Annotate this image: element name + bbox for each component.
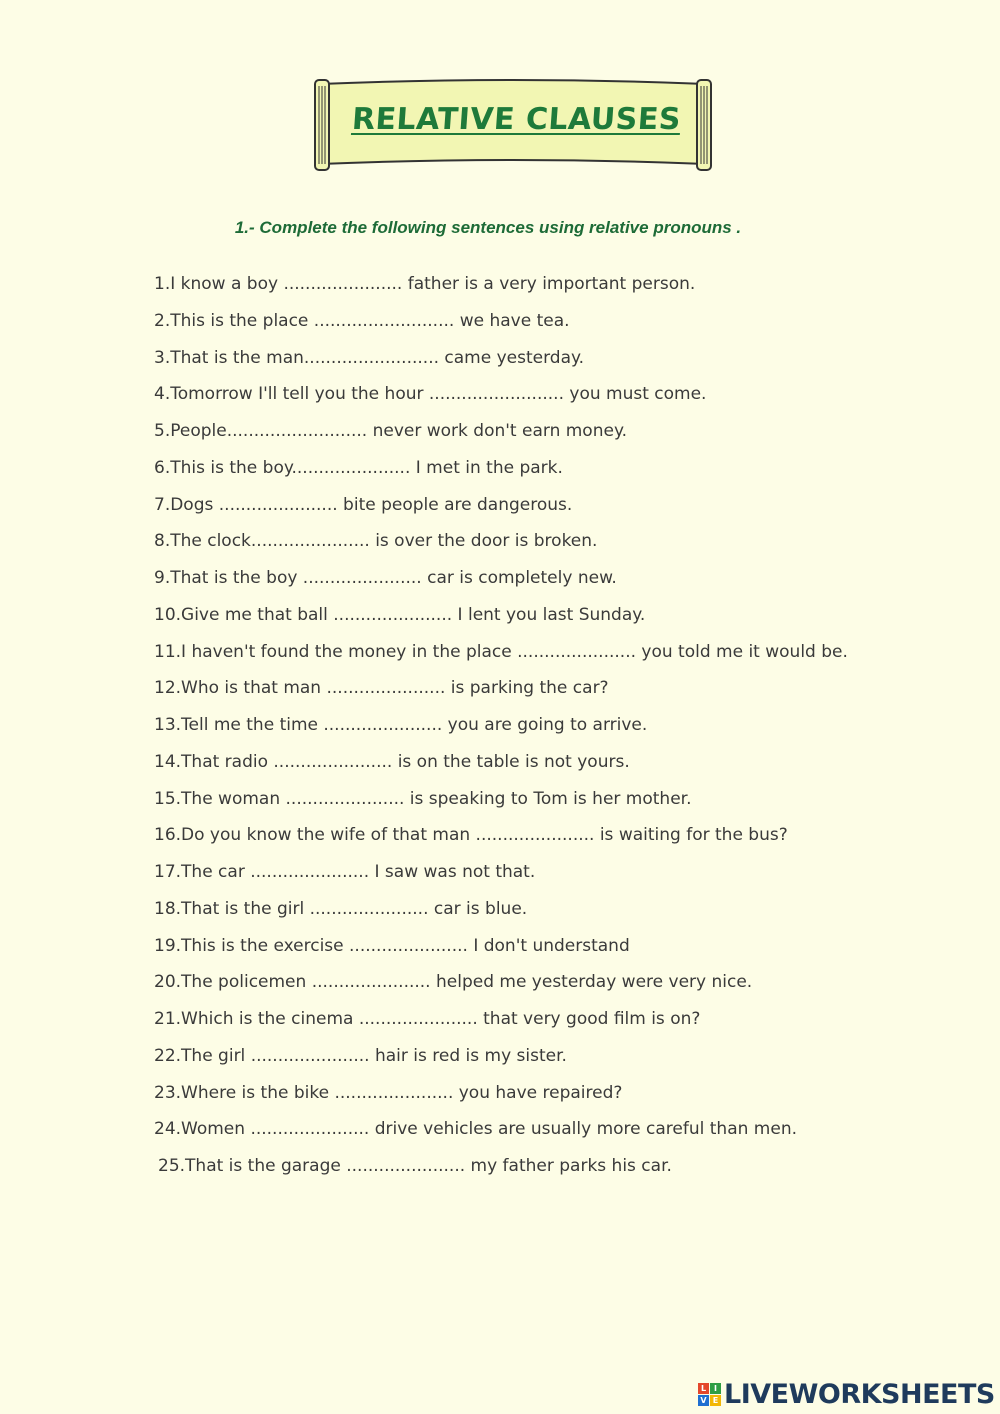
sentence-item: 18.That is the girl ...................... car is blue. [154,898,528,919]
sentence-list [154,270,848,1189]
sentence-item: 9.That is the boy ...................... car is completely new. [154,568,617,588]
sentence-item: 21.Which is the cinema ...................... that very good film is on? [154,1009,701,1029]
instruction: 1.- Complete the following sentences using relative pronouns . [234,218,742,237]
sentence-item: 2.This is the place .......................... we have tea. [154,310,570,331]
title-banner [312,78,714,172]
sentence-item: 3.That is the man......................... came yesterday. [154,347,585,368]
sentence-item: 15.The woman ...................... is speaking to Tom is her mother. [154,788,692,809]
sentence-item: 22.The girl ...................... hair is red is my sister. [154,1045,567,1066]
sentence-item: 12.Who is that man ...................... is parking the car? [154,678,609,699]
sentence-item: 11.I haven't found the money in the place ...................... you told me it would be. [154,641,848,662]
sentence-item: 20.The policemen ...................... helped me yesterday were very nice. [154,972,753,993]
sentence-item: 17.The car ...................... I saw was not that. [154,862,536,882]
sentence-item: 4.Tomorrow I'll tell you the hour ......................... you must come. [154,384,707,405]
sentence-item: 14.That radio ...................... is on the table is not yours. [154,751,630,772]
sentence-item: 5.People.......................... never work don't earn money. [154,421,627,441]
sentence-item: 8.The clock...................... is over the door is broken. [154,531,598,552]
liveworksheets-logo[interactable] [698,1379,995,1409]
sentence-item: 16.Do you know the wife of that man ...................... is waiting for the bus? [154,825,788,846]
logo-text: LIVEWORKSHEETS [724,1378,995,1410]
sentence-item: 24.Women ...................... drive vehicles are usually more careful than men. [154,1119,797,1140]
sentence-item: 25.That is the garage ...................... my father parks his car. [158,1156,672,1176]
logo-square: V [698,1395,709,1406]
sentence-item: 13.Tell me the time ...................... you are going to arrive. [154,715,648,735]
sentence-item: 1.I know a boy ...................... father is a very important person. [154,274,696,294]
sentence-item: 10.Give me that ball ...................... I lent you last Sunday. [154,604,646,625]
logo-square: E [710,1395,721,1406]
sentence-item: 23.Where is the bike ...................... you have repaired? [154,1082,623,1103]
sentence-item: 7.Dogs ...................... bite people are dangerous. [154,494,573,515]
logo-square: I [710,1383,721,1394]
page-title: RELATIVE CLAUSES [350,102,683,137]
sentence-item: 19.This is the exercise ...................... I don't understand [154,935,630,956]
logo-squares-icon [698,1383,721,1406]
sentence-item: 6.This is the boy...................... I met in the park. [154,457,563,478]
logo-square: L [698,1383,709,1394]
